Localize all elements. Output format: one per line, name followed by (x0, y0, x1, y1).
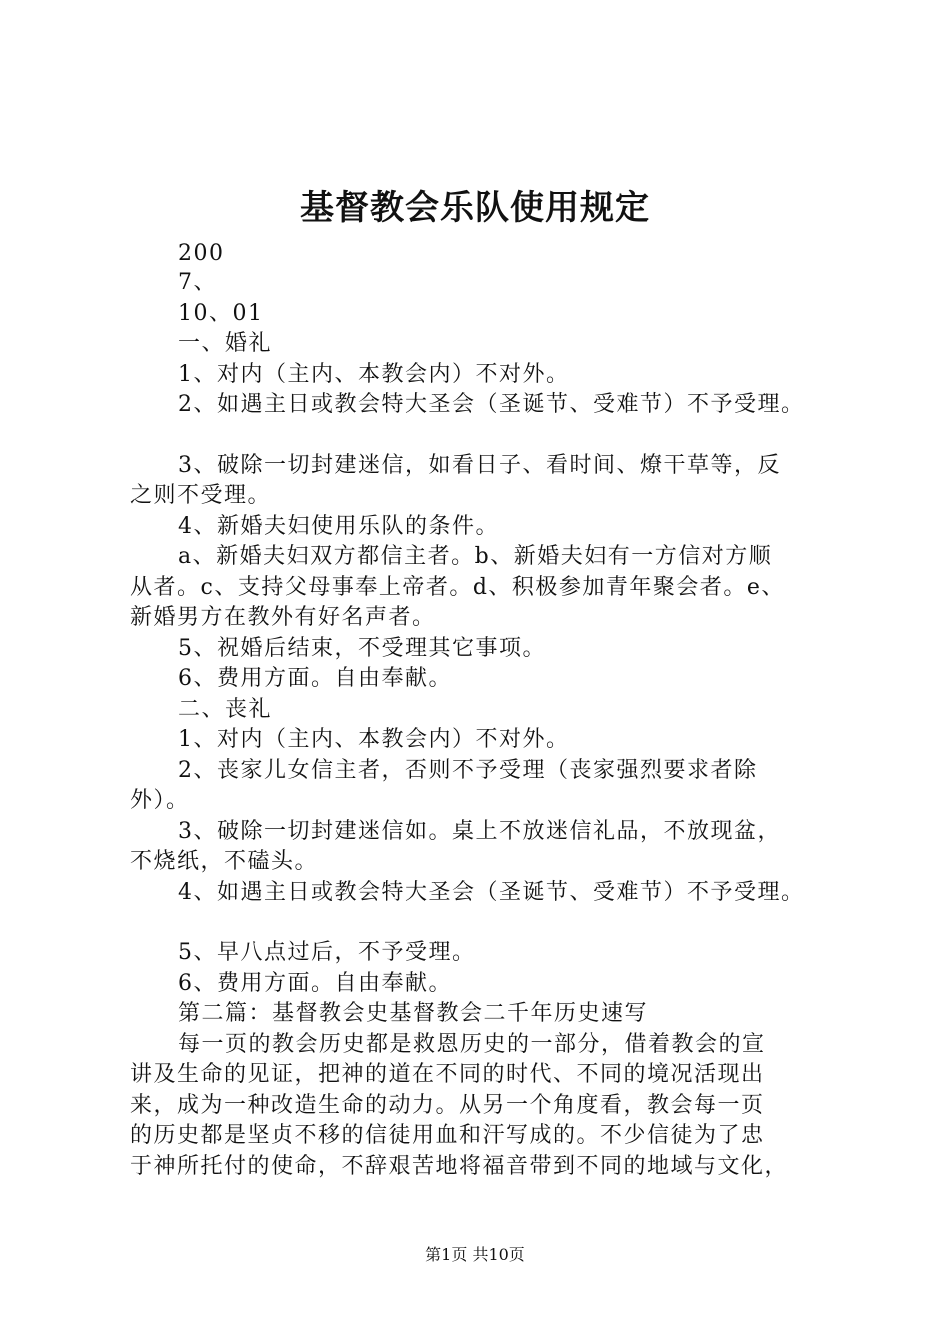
text-line: 4、如遇主日或教会特大圣会（圣诞节、受难节）不予受理。 (178, 880, 805, 905)
text-line: 从者。c、支持父母事奉上帝者。d、积极参加青年聚会者。e、 (130, 575, 785, 600)
text-line: 5、祝婚后结束，不受理其它事项。 (178, 636, 546, 661)
text-line: 来，成为一种改造生命的动力。从另一个角度看，教会每一页 (130, 1093, 765, 1118)
section-heading: 二、丧礼 (178, 697, 273, 722)
text-line: 7、 (178, 270, 217, 295)
text-line: 10、01 (178, 301, 264, 326)
page-footer: 第1页 共10页 (425, 1245, 525, 1264)
section-heading: 一、婚礼 (178, 331, 273, 356)
text-line: 外）。 (130, 788, 190, 813)
text-line: 3、破除一切封建迷信，如看日子、看时间、燎干草等，反 (178, 453, 781, 478)
text-line: 2、如遇主日或教会特大圣会（圣诞节、受难节）不予受理。 (178, 392, 805, 417)
text-line: 2、丧家儿女信主者，否则不予受理（丧家强烈要求者除 (178, 758, 758, 783)
text-line: 1、对内（主内、本教会内）不对外。 (178, 362, 570, 387)
text-line: 之则不受理。 (130, 483, 272, 508)
text-line: a、新婚夫妇双方都信主者。b、新婚夫妇有一方信对方顺 (178, 544, 773, 569)
text-line: 3、破除一切封建迷信如。桌上不放迷信礼品，不放现盆， (178, 819, 781, 844)
text-line: 新婚男方在教外有好名声者。 (130, 605, 436, 630)
text-line: 每一页的教会历史都是救恩历史的一部分，借着教会的宣 (178, 1032, 766, 1057)
text-line: 1、对内（主内、本教会内）不对外。 (178, 727, 570, 752)
text-line: 讲及生命的见证，把神的道在不同的时代、不同的境况活现出 (130, 1062, 765, 1087)
section-heading: 第二篇：基督教会史基督教会二千年历史速写 (178, 1001, 649, 1026)
text-line: 于神所托付的使命，不辞艰苦地将福音带到不同的地域与文化， (130, 1154, 789, 1179)
text-line: 的历史都是坚贞不移的信徒用血和汗写成的。不少信徒为了忠 (130, 1123, 765, 1148)
text-line: 200 (178, 241, 225, 266)
text-line: 6、费用方面。自由奉献。 (178, 666, 452, 691)
text-line: 不烧纸，不磕头。 (130, 849, 319, 874)
text-line: 4、新婚夫妇使用乐队的条件。 (178, 514, 499, 539)
text-line: 6、费用方面。自由奉献。 (178, 971, 452, 996)
text-line: 5、早八点过后，不予受理。 (178, 940, 476, 965)
document-title: 基督教会乐队使用规定 (300, 188, 650, 228)
